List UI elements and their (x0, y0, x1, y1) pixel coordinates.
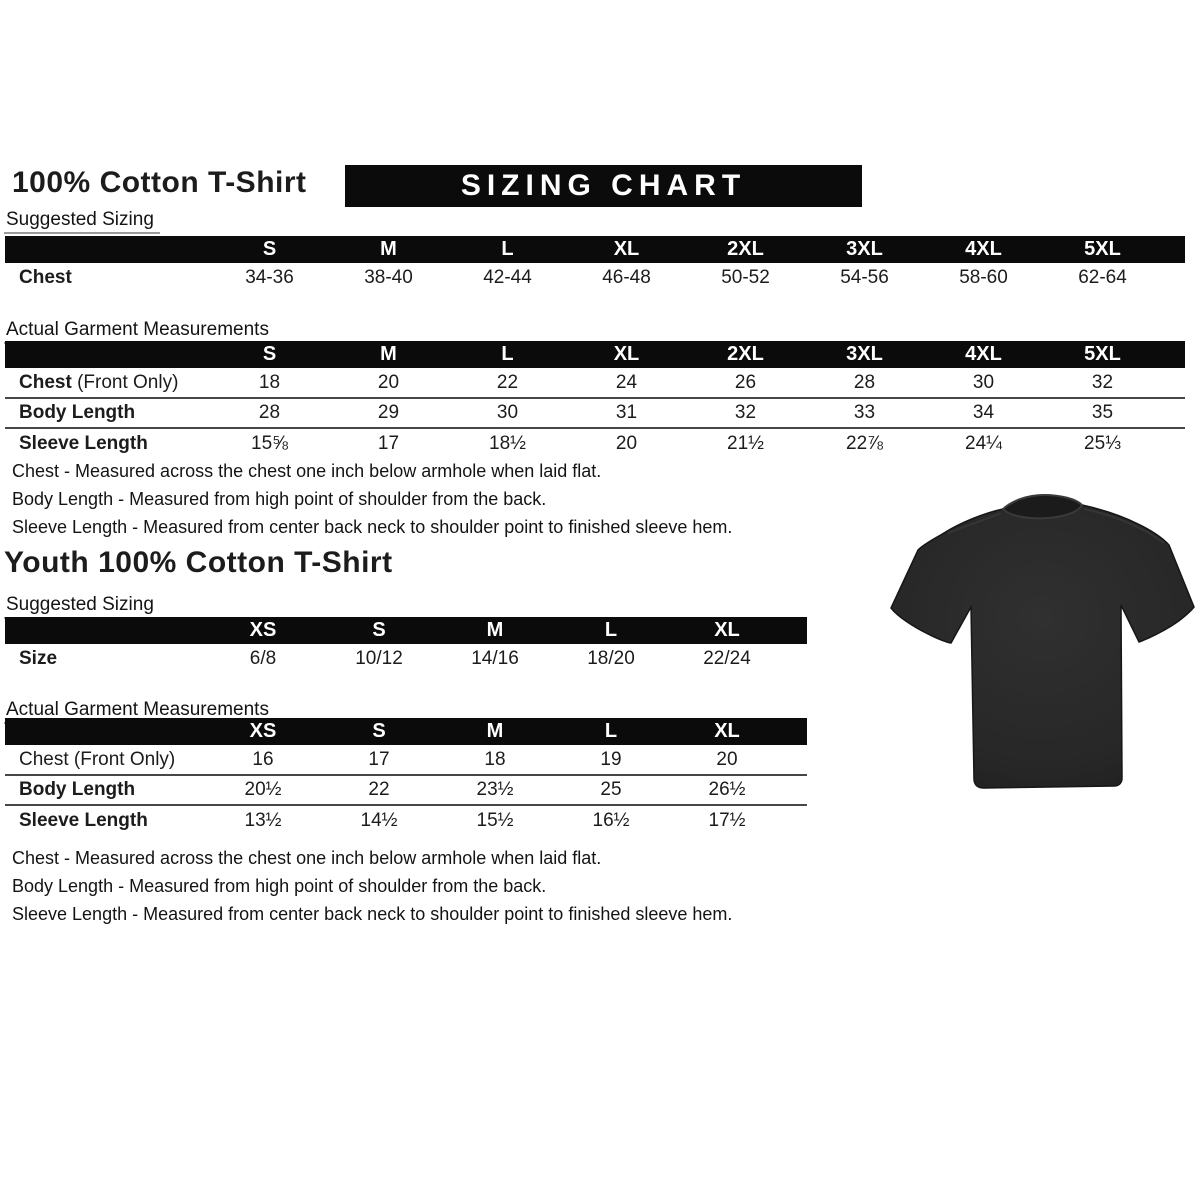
size-header-m: M (486, 619, 504, 641)
table-cell: 21½ (686, 428, 805, 458)
note-sleeve-length: Sleeve Length - Measured from center back neck to shoulder point to finished sleeve hem. (12, 904, 733, 924)
row-label: Sleeve Length (5, 805, 205, 835)
size-header-3xl: 3XL (846, 343, 883, 365)
size-header-s: S (372, 720, 386, 742)
table-cell: 28 (853, 371, 876, 393)
table-cell: 17½ (669, 805, 785, 835)
table-cell: 58-60 (959, 267, 1008, 288)
size-header-l: L (501, 238, 514, 260)
size-header-4xl: 4XL (965, 343, 1002, 365)
header-spacer (5, 341, 210, 368)
adult-actual-measurements-table (5, 341, 1185, 458)
note-body-length: Body Length - Measured from high point of shoulder from the back. (12, 489, 547, 509)
table-cell: 50-52 (721, 267, 770, 288)
table-cell: 25 (553, 775, 669, 805)
table-cell: 18 (258, 371, 281, 393)
tshirt-body (891, 505, 1194, 788)
table-cell: 14/16 (471, 648, 519, 669)
filler-cell (1162, 398, 1185, 428)
table-cell: 34-36 (245, 267, 294, 288)
table-cell: 6/8 (249, 648, 277, 669)
table-cell: 20 (377, 371, 400, 393)
row-label: Size (19, 648, 58, 669)
size-header-xl: XL (613, 343, 640, 365)
size-header-m: M (380, 343, 397, 365)
adult-size-header-row (5, 341, 1185, 368)
row-label: Chest (Front Only) (19, 748, 176, 770)
youth-suggested-sizing-label: Suggested Sizing (4, 594, 160, 619)
table-cell: 28 (210, 398, 329, 428)
table-cell: 30 (448, 398, 567, 428)
youth-body-length-row (5, 775, 807, 805)
note-body-length: Body Length - Measured from high point of shoulder from the back. (12, 876, 547, 896)
table-cell: 32 (1091, 371, 1114, 393)
youth-size-header-row (5, 617, 807, 644)
youth-suggested-sizing-table (5, 617, 807, 674)
table-cell: 29 (329, 398, 448, 428)
table-cell: 18 (484, 748, 506, 770)
black-tshirt-illustration (888, 487, 1196, 803)
row-label: Body Length (5, 775, 205, 805)
table-cell: 17 (329, 428, 448, 458)
table-cell: 22 (321, 775, 437, 805)
row-label: Body Length (5, 398, 210, 428)
header-spacer (5, 617, 205, 644)
header-filler (1162, 341, 1185, 368)
table-cell: 31 (567, 398, 686, 428)
adult-actual-measurements-label: Actual Garment Measurements (4, 319, 275, 344)
table-cell: 17 (368, 748, 390, 770)
size-header-l: L (604, 619, 618, 641)
filler-cell (785, 805, 807, 835)
size-header-xl: XL (714, 619, 740, 641)
adult-chest-suggested-row (5, 263, 1185, 293)
size-header-5xl: 5XL (1084, 343, 1121, 365)
table-cell: 38-40 (364, 267, 413, 288)
table-cell: 15½ (437, 805, 553, 835)
filler-cell (785, 775, 807, 805)
table-cell: 22 (496, 371, 519, 393)
table-cell: 20 (567, 428, 686, 458)
size-header-xl: XL (714, 720, 740, 742)
filler-cell (1162, 368, 1185, 398)
size-header-s: S (262, 343, 277, 365)
row-label: Chest (19, 267, 72, 288)
table-cell: 20 (716, 748, 738, 770)
size-header-xl: XL (613, 238, 640, 260)
header-filler (785, 718, 807, 745)
table-cell: 32 (686, 398, 805, 428)
youth-size-row (5, 644, 807, 674)
adult-suggested-sizing-table (5, 236, 1185, 293)
adult-chest-row (5, 368, 1185, 398)
table-cell: 18½ (448, 428, 567, 458)
table-cell: 26½ (669, 775, 785, 805)
youth-actual-measurements-label: Actual Garment Measurements (4, 699, 275, 724)
row-label: Sleeve Length (5, 428, 210, 458)
note-chest: Chest - Measured across the chest one inch below armhole when laid flat. (12, 848, 602, 868)
filler-cell (785, 644, 807, 674)
table-cell: 46-48 (602, 267, 651, 288)
size-header-2xl: 2XL (727, 238, 764, 260)
size-header-2xl: 2XL (727, 343, 764, 365)
page-title: 100% Cotton T-Shirt (12, 166, 307, 199)
filler-cell (785, 745, 807, 775)
table-cell: 42-44 (483, 267, 532, 288)
table-cell: 23½ (437, 775, 553, 805)
size-header-3xl: 3XL (846, 238, 883, 260)
table-cell: 35 (1043, 398, 1162, 428)
header-spacer (5, 718, 205, 745)
size-header-xs: XS (249, 619, 277, 641)
size-header-s: S (372, 619, 386, 641)
size-header-s: S (262, 238, 277, 260)
size-header-5xl: 5XL (1084, 238, 1121, 260)
youth-chest-row (5, 745, 807, 775)
table-cell: 24¼ (924, 428, 1043, 458)
youth-section-title: Youth 100% Cotton T-Shirt (4, 546, 393, 579)
table-cell: 24 (615, 371, 638, 393)
size-header-l: L (604, 720, 618, 742)
table-cell: 14½ (321, 805, 437, 835)
note-chest: Chest - Measured across the chest one inch below armhole when laid flat. (12, 461, 602, 481)
adult-size-header-row (5, 236, 1185, 263)
size-header-4xl: 4XL (965, 238, 1002, 260)
header-filler (1162, 236, 1185, 263)
adult-sleeve-length-row (5, 428, 1185, 458)
table-cell: 62-64 (1078, 267, 1127, 288)
youth-size-header-row (5, 718, 807, 745)
filler-cell (1162, 428, 1185, 458)
table-cell: 16½ (553, 805, 669, 835)
table-cell: 10/12 (355, 648, 403, 669)
adult-measurement-notes (12, 459, 802, 543)
adult-suggested-sizing-label: Suggested Sizing (4, 209, 160, 234)
note-sleeve-length: Sleeve Length - Measured from center back neck to shoulder point to finished sleeve hem. (12, 517, 733, 537)
table-cell: 16 (252, 748, 274, 770)
table-cell: 20½ (205, 775, 321, 805)
adult-body-length-row (5, 398, 1185, 428)
sizing-chart-banner (345, 165, 862, 207)
size-header-xs: XS (249, 720, 277, 742)
table-cell: 54-56 (840, 267, 889, 288)
table-cell: 33 (805, 398, 924, 428)
youth-sleeve-length-row (5, 805, 807, 835)
table-cell: 30 (972, 371, 995, 393)
table-cell: 22⅞ (805, 428, 924, 458)
row-label: Chest (Front Only) (19, 371, 179, 393)
table-cell: 15⅝ (210, 428, 329, 458)
header-filler (785, 617, 807, 644)
table-cell: 19 (600, 748, 622, 770)
black-tshirt-image (888, 487, 1196, 803)
table-cell: 18/20 (587, 648, 635, 669)
header-spacer (5, 236, 210, 263)
table-cell: 25⅓ (1043, 428, 1162, 458)
size-header-m: M (486, 720, 504, 742)
youth-measurement-notes (12, 846, 802, 930)
youth-actual-measurements-table (5, 718, 807, 835)
table-cell: 13½ (205, 805, 321, 835)
sizing-chart-banner-label: SIZING CHART (460, 169, 747, 202)
size-header-m: M (380, 238, 397, 260)
table-cell: 22/24 (703, 648, 751, 669)
size-header-l: L (501, 343, 514, 365)
table-cell: 26 (734, 371, 757, 393)
filler-cell (1162, 263, 1185, 293)
table-cell: 34 (924, 398, 1043, 428)
